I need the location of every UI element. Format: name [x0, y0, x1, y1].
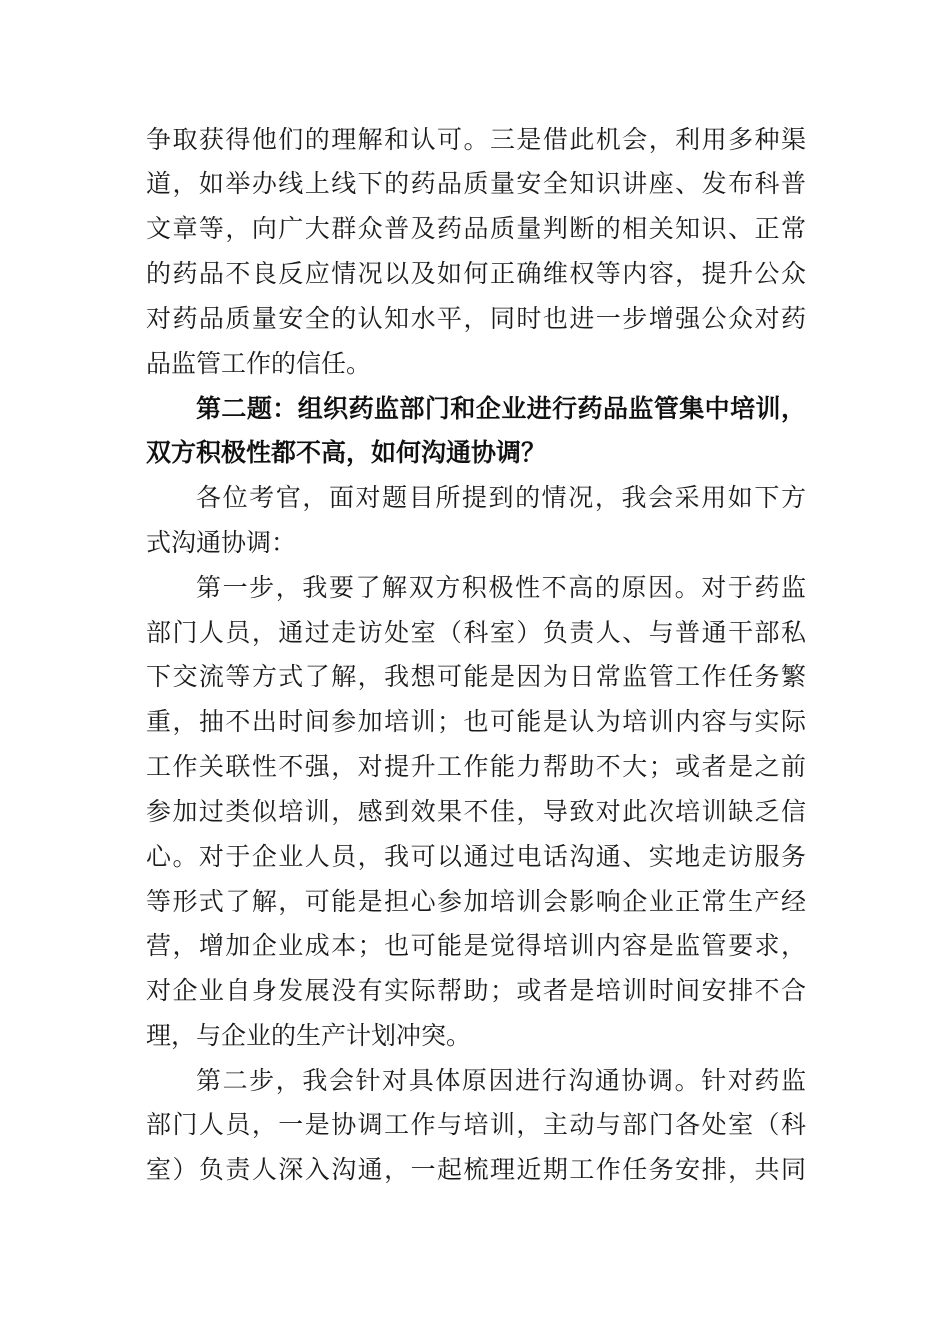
paragraph-line: 各位考官，面对题目所提到的情况，我会采用如下方 [196, 483, 806, 512]
paragraph-line: 对药品质量安全的认知水平，同时也进一步增强公众对药 [146, 304, 806, 333]
paragraph-line: 室）负责人深入沟通，一起梳理近期工作任务安排，共同 [146, 1155, 806, 1184]
paragraph-line: 理，与企业的生产计划冲突。 [146, 1021, 472, 1050]
paragraph-line: 重，抽不出时间参加培训；也可能是认为培训内容与实际 [146, 707, 806, 736]
paragraph-line: 第二步，我会针对具体原因进行沟通协调。针对药监 [196, 1066, 806, 1095]
question-heading-line: 第二题：组织药监部门和企业进行药品监管集中培训， [196, 394, 806, 423]
paragraph-line: 争取获得他们的理解和认可。三是借此机会，利用多种渠 [146, 125, 806, 154]
paragraph-line: 下交流等方式了解，我想可能是因为日常监管工作任务繁 [146, 662, 806, 691]
paragraph-line: 品监管工作的信任。 [146, 349, 372, 378]
paragraph-line: 第一步，我要了解双方积极性不高的原因。对于药监 [196, 573, 806, 602]
paragraph-line: 等形式了解，可能是担心参加培训会影响企业正常生产经 [146, 887, 806, 916]
paragraph-line: 的药品不良反应情况以及如何正确维权等内容，提升公众 [146, 259, 806, 288]
paragraph-line: 对企业自身发展没有实际帮助；或者是培训时间安排不合 [146, 976, 806, 1005]
question-heading-line: 双方积极性都不高，如何沟通协调？ [146, 438, 547, 467]
paragraph-line: 部门人员，一是协调工作与培训，主动与部门各处室（科 [146, 1110, 806, 1139]
paragraph-line: 式沟通协调： [146, 528, 297, 557]
paragraph-line: 文章等，向广大群众普及药品质量判断的相关知识、正常 [146, 214, 806, 243]
paragraph-line: 心。对于企业人员，我可以通过电话沟通、实地走访服务 [146, 842, 806, 871]
paragraph-line: 道，如举办线上线下的药品质量安全知识讲座、发布科普 [146, 169, 806, 198]
paragraph-line: 参加过类似培训，感到效果不佳，导致对此次培训缺乏信 [146, 797, 806, 826]
paragraph-line: 部门人员，通过走访处室（科室）负责人、与普通干部私 [146, 618, 806, 647]
paragraph-line: 营，增加企业成本；也可能是觉得培训内容是监管要求， [146, 931, 806, 960]
paragraph-line: 工作关联性不强，对提升工作能力帮助不大；或者是之前 [146, 752, 806, 781]
